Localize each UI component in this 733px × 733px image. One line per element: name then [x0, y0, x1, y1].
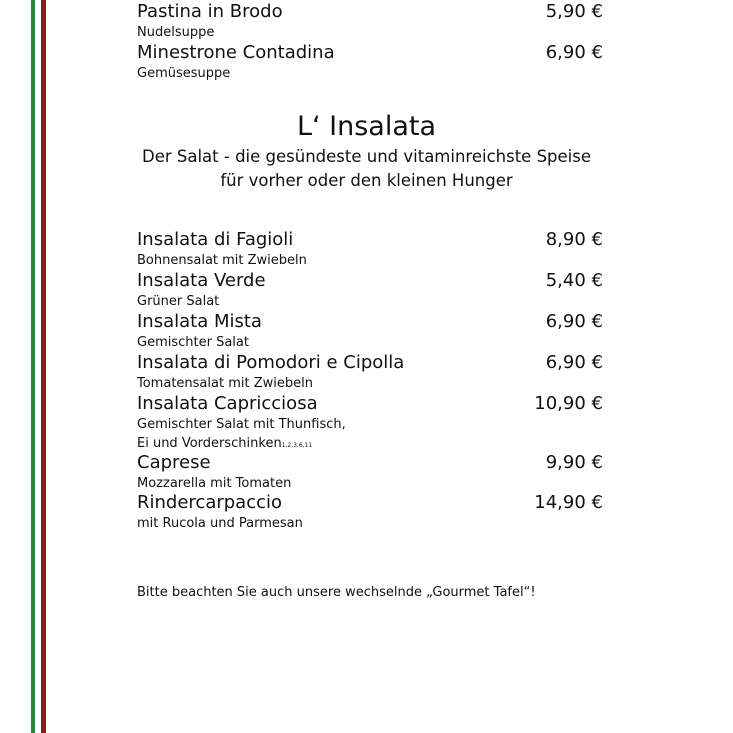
item-name: Insalata di Fagioli — [137, 229, 294, 250]
allergen-codes: 1,2,3,6,11 — [281, 442, 313, 449]
item-name: Insalata Verde — [137, 270, 266, 291]
footer-note: Bitte beachten Sie auch unsere wechselnde „Gourmet Tafel“! — [137, 585, 536, 600]
item-price: 6,90 € — [545, 352, 603, 373]
item-description: Bohnensalat mit Zwiebeln — [137, 253, 307, 268]
item-name: Minestrone Contadina — [137, 42, 335, 63]
section-subtitle-line: Der Salat - die gesündeste und vitaminreichste Speise — [141, 147, 591, 166]
item-description: Tomatensalat mit Zwiebeln — [137, 376, 313, 391]
item-price: 5,40 € — [545, 270, 603, 291]
menu-item — [137, 352, 603, 393]
menu-item — [137, 393, 603, 455]
item-description: Mozzarella mit Tomaten — [137, 476, 292, 491]
menu-item — [137, 311, 603, 352]
item-description: Grüner Salat — [137, 294, 220, 309]
section-subtitle — [0, 145, 733, 193]
item-price: 8,90 € — [545, 229, 603, 250]
item-name: Insalata di Pomodori e Cipolla — [137, 352, 405, 373]
menu-item — [137, 42, 603, 83]
section-subtitle-line: für vorher oder den kleinen Hunger — [220, 171, 513, 190]
menu-item — [137, 270, 603, 311]
item-description: Gemüsesuppe — [137, 66, 231, 81]
item-price: 6,90 € — [545, 42, 603, 63]
item-name: Rindercarpaccio — [137, 492, 283, 513]
item-price: 9,90 € — [545, 452, 603, 473]
item-price: 5,90 € — [545, 1, 603, 22]
item-name: Insalata Capricciosa — [137, 393, 318, 414]
section-title: L‘ Insalata — [296, 111, 437, 142]
item-price: 6,90 € — [545, 311, 603, 332]
menu-item — [137, 492, 603, 533]
item-description: Gemischter Salat mit Thunfisch, — [137, 417, 346, 432]
item-description: mit Rucola und Parmesan — [137, 516, 303, 531]
item-name: Pastina in Brodo — [137, 1, 283, 22]
menu-item — [137, 1, 603, 42]
menu-item — [137, 452, 603, 493]
item-description-text: Ei und Vorderschinken — [137, 436, 282, 451]
item-description: Nudelsuppe — [137, 25, 215, 40]
item-price: 14,90 € — [534, 492, 603, 513]
item-description: Gemischter Salat — [137, 335, 249, 350]
item-name: Caprese — [137, 452, 211, 473]
menu-item — [137, 229, 603, 270]
item-name: Insalata Mista — [137, 311, 262, 332]
item-price: 10,90 € — [534, 393, 603, 414]
